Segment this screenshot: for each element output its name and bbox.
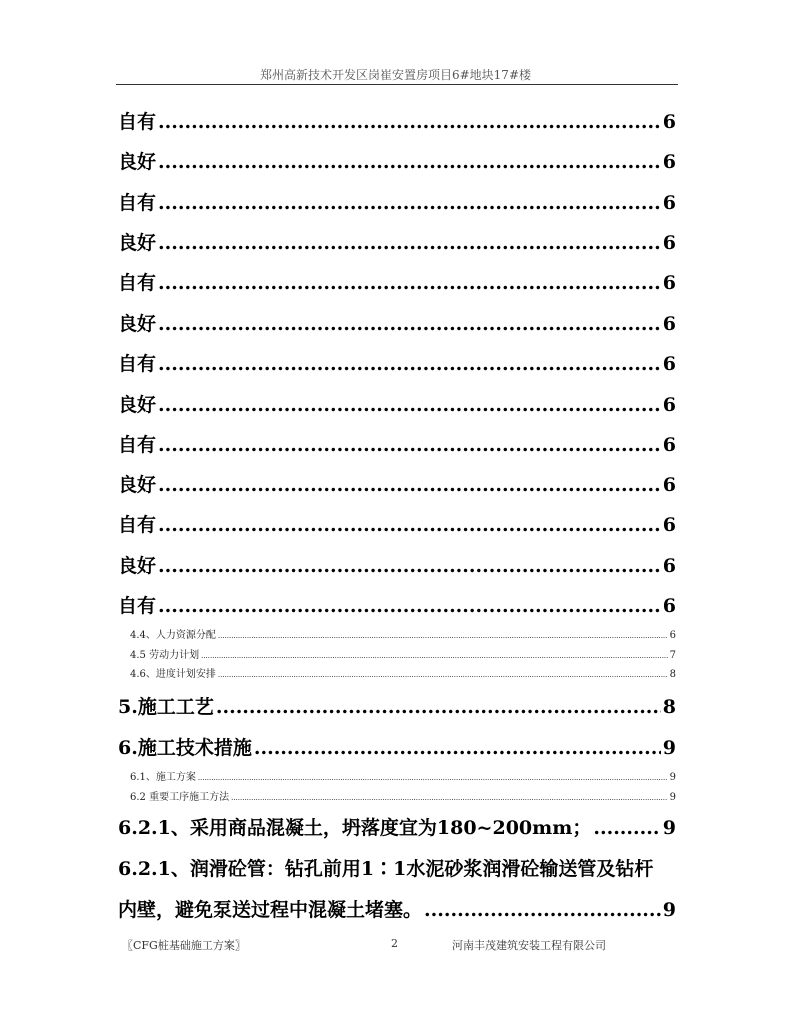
footer-page-number: 2 <box>391 937 398 950</box>
footer-document-title: 〖CFG桩基础施工方案〗 <box>122 939 246 952</box>
dot-leader <box>218 630 668 641</box>
toc-subentry[interactable] <box>130 646 676 661</box>
toc-entry-page: 6 <box>662 353 676 375</box>
toc-section-page: 9 <box>662 737 676 759</box>
toc-subentry-label: 4.4、人力资源分配 <box>130 630 216 641</box>
toc-entry[interactable] <box>118 309 676 336</box>
toc-subentry-page: 7 <box>669 650 676 661</box>
toc-subentry[interactable] <box>130 665 676 680</box>
toc-section-label: 内壁，避免泵送过程中混凝土堵塞。 <box>118 899 423 921</box>
dot-leader <box>424 899 661 921</box>
dot-leader <box>158 111 661 133</box>
header-rule <box>116 84 678 85</box>
toc-entry[interactable] <box>118 188 676 215</box>
toc-entry[interactable] <box>118 551 676 578</box>
toc-entry-label: 自有 <box>118 111 157 133</box>
toc-subentry-page: 9 <box>669 792 676 803</box>
dot-leader <box>158 272 661 294</box>
dot-leader <box>216 696 661 718</box>
dot-leader <box>158 394 661 416</box>
toc-entry[interactable] <box>118 349 676 376</box>
toc-entry-label: 自有 <box>118 595 157 617</box>
toc-entry[interactable] <box>118 268 676 295</box>
toc-entry[interactable] <box>118 147 676 174</box>
toc-entry[interactable] <box>118 510 676 537</box>
toc-entry-page: 6 <box>662 595 676 617</box>
toc-section[interactable] <box>118 733 676 760</box>
toc-subentry-page: 8 <box>669 669 676 680</box>
dot-leader <box>198 772 668 783</box>
toc-section-line1[interactable]: 6.2.1、润滑砼管：钻孔前用1∶1水泥砂浆润滑砼输送管及钻杆 <box>118 858 654 880</box>
toc-section-label: 6.2.1、采用商品混凝土，坍落度宜为180~200mm； <box>118 817 592 839</box>
toc-entry[interactable] <box>118 470 676 497</box>
toc-entry-label: 自有 <box>118 272 157 294</box>
toc-entry-label: 良好 <box>118 394 157 416</box>
toc-entry-label: 良好 <box>118 232 157 254</box>
toc-subentry-label: 6.2 重要工序施工方法 <box>130 792 230 803</box>
toc-section-label: 6.施工技术措施 <box>118 737 252 759</box>
toc-entry-page: 6 <box>662 232 676 254</box>
toc-entry-label: 良好 <box>118 474 157 496</box>
toc-entry[interactable] <box>118 591 676 618</box>
toc-subentry[interactable] <box>130 788 676 803</box>
toc-entry-label: 良好 <box>118 555 157 577</box>
toc-entry-label: 自有 <box>118 192 157 214</box>
dot-leader <box>158 192 661 214</box>
toc-section-page: 9 <box>662 817 676 839</box>
dot-leader <box>158 232 661 254</box>
dot-leader <box>158 555 661 577</box>
toc-entry-page: 6 <box>662 313 676 335</box>
dot-leader <box>158 595 661 617</box>
toc-subentry-label: 6.1、施工方案 <box>130 772 196 783</box>
dot-leader <box>593 817 660 839</box>
dot-leader <box>158 353 661 375</box>
dot-leader <box>158 474 661 496</box>
toc-entry-page: 6 <box>662 394 676 416</box>
toc-entry-label: 自有 <box>118 434 157 456</box>
toc-entry-label: 良好 <box>118 151 157 173</box>
toc-entry[interactable] <box>118 228 676 255</box>
toc-entry[interactable] <box>118 430 676 457</box>
toc-section[interactable] <box>118 692 676 719</box>
dot-leader <box>158 434 661 456</box>
toc-subentry-page: 9 <box>669 772 676 783</box>
toc-subentry-label: 4.6、进度计划安排 <box>130 669 216 680</box>
dot-leader <box>231 792 668 803</box>
toc-section-page: 8 <box>662 696 676 718</box>
toc-subentry[interactable] <box>130 626 676 641</box>
toc-entry-page: 6 <box>662 474 676 496</box>
toc-entry-label: 自有 <box>118 353 157 375</box>
toc-entry-label: 自有 <box>118 514 157 536</box>
footer-company: 河南丰茂建筑安装工程有限公司 <box>452 939 606 952</box>
page-header: 郑州高新技术开发区岗崔安置房项目6#地块17#楼 <box>259 68 531 82</box>
toc-entry-page: 6 <box>662 272 676 294</box>
dot-leader <box>254 737 661 759</box>
toc-subentry-label: 4.5 劳动力计划 <box>130 650 200 661</box>
toc-entry-page: 6 <box>662 434 676 456</box>
toc-entry-label: 良好 <box>118 313 157 335</box>
toc-subentry-page: 6 <box>669 630 676 641</box>
toc-section[interactable] <box>118 895 676 922</box>
toc-section-page: 9 <box>662 899 676 921</box>
toc-section[interactable] <box>118 813 676 840</box>
toc-entry[interactable] <box>118 107 676 134</box>
dot-leader <box>201 650 668 661</box>
toc-section-label: 5.施工工艺 <box>118 696 214 718</box>
toc-entry-page: 6 <box>662 151 676 173</box>
toc-entry-page: 6 <box>662 514 676 536</box>
toc-subentry[interactable] <box>130 768 676 783</box>
dot-leader <box>158 514 661 536</box>
toc-entry-page: 6 <box>662 111 676 133</box>
dot-leader <box>158 313 661 335</box>
dot-leader <box>218 669 668 680</box>
toc-entry-page: 6 <box>662 192 676 214</box>
dot-leader <box>158 151 661 173</box>
toc-entry-page: 6 <box>662 555 676 577</box>
toc-entry[interactable] <box>118 390 676 417</box>
